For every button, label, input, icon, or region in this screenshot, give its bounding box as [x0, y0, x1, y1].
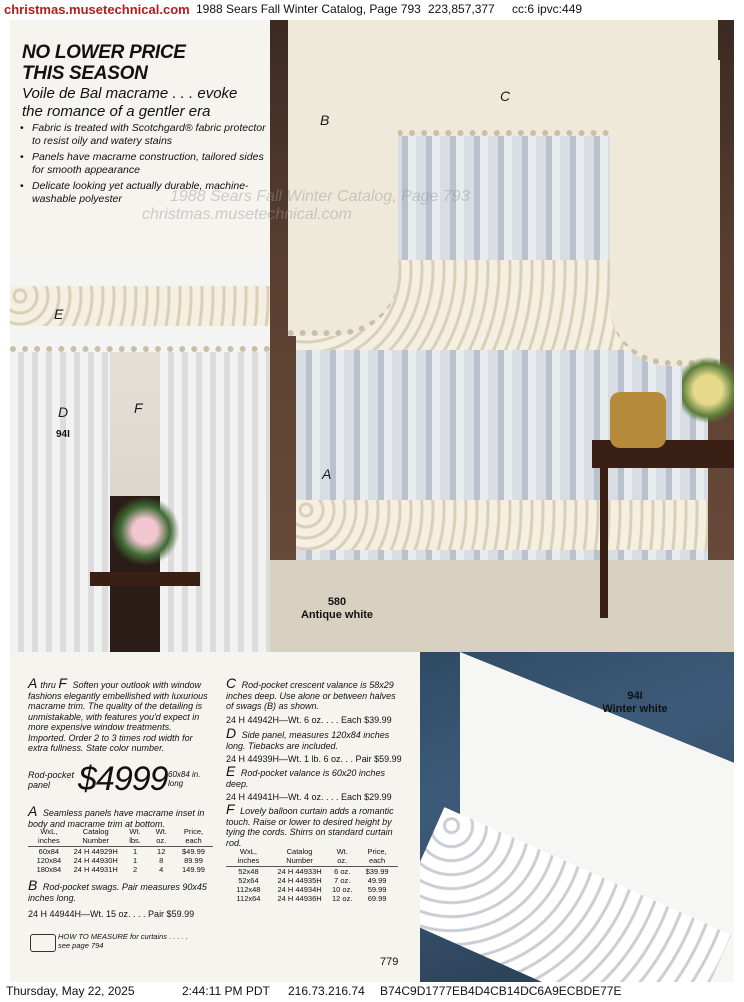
- item-d-order: 24 H 44939H—Wt. 1 lb. 6 oz. . . Pair $59.99: [226, 754, 402, 764]
- cell: 12: [157, 847, 166, 856]
- cell: 60x84: [38, 847, 60, 856]
- item-d-text: Side panel, measures 120x84 inches long. Tiebacks are included.: [226, 730, 390, 751]
- main-curtain-photo: [270, 20, 734, 652]
- caption-number: 580: [327, 596, 347, 608]
- label-b: B: [320, 112, 330, 128]
- item-b-copy: [28, 877, 218, 920]
- table-row: [28, 856, 213, 865]
- cell: 24 H 44936H: [277, 894, 322, 903]
- caption-color: Winter white: [602, 703, 668, 715]
- image-dimensions: 223,857,377: [428, 2, 495, 16]
- letter-c: C: [226, 675, 237, 691]
- cell: 59.99: [367, 885, 387, 894]
- letter-a: A: [28, 675, 38, 691]
- cell: $49.99: [182, 847, 205, 856]
- balloon-curtain-photo: [10, 256, 270, 652]
- catalog-title: 1988 Sears Fall Winter Catalog, Page 793: [196, 2, 421, 16]
- top-info-bar: [0, 0, 744, 20]
- valance-lace: [10, 286, 270, 326]
- antique-telephone: [610, 392, 666, 448]
- headline-line-2: THIS SEASON: [22, 63, 148, 84]
- how-to-measure-line-1: HOW TO MEASURE for curtains . . . . .: [58, 932, 188, 941]
- caption-color: Antique white: [300, 609, 374, 621]
- bottom-info-bar: [0, 982, 744, 1002]
- item-c-text: Rod-pocket crescent valance is 58x29 inches deep. Use alone or between halves of swags (B) as shown.: [226, 680, 396, 711]
- item-e-copy: [226, 763, 402, 803]
- col-header: Wt. lbs.: [122, 826, 149, 847]
- subheadline-line-1: Voile de Bal macrame . . . evoke: [22, 85, 238, 102]
- feature-bullet: • Fabric is treated with Scotchgard® fabric protector to resist oily and watery stains: [20, 122, 266, 147]
- item-e-text: Rod-pocket valance is 60x20 inches deep.: [226, 768, 385, 789]
- item-b-text: Rod-pocket swags. Pair measures 90x45 inches long.: [28, 882, 207, 903]
- feature-bullet: • Delicate looking yet actually durable, machine-washable polyester: [20, 180, 266, 205]
- cell: 2: [132, 865, 138, 874]
- tape-measure-icon: [30, 934, 56, 952]
- col-header: WxL, inches: [226, 846, 271, 867]
- table-row: [226, 876, 398, 885]
- col-header: Wt. oz.: [328, 846, 356, 867]
- cell: 10 oz.: [331, 885, 353, 894]
- letter-e: E: [226, 763, 236, 779]
- how-to-measure-note: [58, 932, 188, 950]
- how-to-measure-line-2: see page 794: [58, 941, 104, 950]
- cell: 180x84: [36, 865, 62, 874]
- cell: 4: [159, 865, 164, 874]
- rodpocket-size-2: long: [168, 779, 184, 788]
- cell: 12 oz.: [331, 894, 353, 903]
- letter-a: A: [28, 803, 38, 819]
- cell: $39.99: [365, 867, 389, 876]
- table-row: [226, 885, 398, 894]
- cell: 52x64: [238, 876, 259, 885]
- rodpocket-price-block: [28, 762, 218, 802]
- footer-date: Thursday, May 22, 2025: [6, 984, 135, 998]
- cell: 49.99: [367, 876, 387, 885]
- label-d: D: [58, 404, 69, 420]
- headline-block: [22, 42, 262, 120]
- item-f-text: Lovely balloon curtain adds a romantic touch. Raise or lower to desired height by tying the cords. Shirrs on standard curtain rod.: [226, 806, 394, 848]
- subheadline-line-2: the romance of a gentler era: [22, 103, 211, 120]
- letter-d: D: [226, 725, 237, 741]
- lace-detail-photo: [420, 652, 734, 982]
- table-row: [28, 865, 213, 874]
- cell: 1: [132, 856, 138, 865]
- label-e: E: [54, 306, 64, 322]
- table-leg: [600, 468, 608, 618]
- cell: 1: [132, 847, 138, 856]
- cell: 149.99: [182, 865, 205, 874]
- table-row: [28, 847, 213, 857]
- side-panel-d: [10, 316, 110, 652]
- feature-bullet: • Panels have macrame construction, tailored sides for smooth appearance: [20, 151, 266, 176]
- intro-copy: [28, 675, 208, 754]
- cell: 24 H 44929H: [73, 847, 118, 856]
- label-a: A: [322, 466, 332, 482]
- letter-f: F: [58, 675, 67, 691]
- macrame-trim: [296, 500, 708, 550]
- table-row: [226, 894, 398, 903]
- item-d-copy: [226, 725, 402, 765]
- letter-b: B: [28, 877, 38, 893]
- col-header: Wt. oz.: [148, 826, 174, 847]
- cell: 6 oz.: [334, 867, 351, 876]
- cell: 69.99: [367, 894, 387, 903]
- cell: 89.99: [184, 856, 203, 865]
- rodpocket-label: [28, 770, 74, 790]
- cell: 24 H 44934H: [277, 885, 322, 894]
- flower-basket: [682, 350, 734, 430]
- thru-word: thru: [40, 680, 56, 690]
- cell: 7 oz.: [334, 876, 351, 885]
- rodpocket-size: [168, 770, 200, 788]
- cell: 24 H 44930H: [73, 856, 118, 865]
- item-c-copy: [226, 675, 402, 725]
- col-header: Catalog Number: [271, 846, 328, 867]
- right-photo-caption: [590, 690, 680, 716]
- col-header: Catalog Number: [70, 826, 122, 847]
- label-c: C: [500, 88, 511, 104]
- cell: 24 H 44931H: [73, 865, 118, 874]
- cell: 8: [159, 856, 164, 865]
- balloon-curtain-f: [160, 316, 270, 652]
- cell: 52x48: [238, 867, 259, 876]
- col-header: WxL, inches: [28, 826, 70, 847]
- rodpocket-size-1: 60x84 in.: [168, 770, 201, 779]
- label-f: F: [134, 400, 143, 416]
- table-row: [226, 867, 398, 877]
- item-a-text: Seamless panels have macrame inset in body and macrame trim at bottom.: [28, 808, 205, 829]
- item-a-table: [28, 826, 213, 874]
- headline-line-1: NO LOWER PRICE: [22, 42, 186, 63]
- catalog-page-number: 779: [380, 956, 399, 968]
- cell: 24 H 44935H: [277, 876, 322, 885]
- left-table: [90, 572, 200, 586]
- col-header: Price, each: [356, 846, 398, 867]
- watermark-site: christmas.musetechnical.com: [142, 206, 352, 223]
- item-e-order: 24 H 44941H—Wt. 4 oz. . . . Each $29.99: [226, 792, 392, 802]
- item-f-copy: [226, 801, 402, 848]
- footer-time: 2:44:11 PM PDT: [182, 984, 270, 998]
- watermark-title: 1988 Sears Fall Winter Catalog, Page 793: [170, 188, 470, 205]
- cell: 120x84: [36, 856, 62, 865]
- footer-hash: B74C9D1777EB4D4CB14DC6A9ECBDE77E: [380, 984, 622, 998]
- cell: 112x48: [236, 885, 261, 894]
- intro-text: Soften your outlook with window fashions elegantly embellished with luxurious macrame trim. The quality of the detailing is unmistakable, with features you'd expect in more expensive window treatments. Imported. Order 2 to 3 times rod width for extra fullness. State color number.: [28, 680, 208, 753]
- item-f-table: [226, 846, 398, 903]
- caption-number: 94I: [627, 690, 643, 702]
- cell: 112x64: [236, 894, 261, 903]
- col-header: Price, each: [174, 826, 213, 847]
- rodpocket-label-2: panel: [28, 780, 51, 790]
- site-name[interactable]: christmas.musetechnical.com: [4, 2, 190, 17]
- item-c-order: 24 H 44942H—Wt. 6 oz. . . . Each $39.99: [226, 714, 392, 725]
- rodpocket-label-1: Rod-pocket: [28, 770, 75, 780]
- letter-f: F: [226, 801, 235, 817]
- swag-b-right: [610, 60, 720, 366]
- big-price: $4999: [78, 760, 168, 798]
- cell: 24 H 44933H: [277, 867, 322, 876]
- footer-ip: 216.73.216.74: [288, 984, 365, 998]
- main-photo-caption: [292, 596, 382, 622]
- counter-meta: cc:6 ipvc:449: [512, 2, 583, 16]
- item-b-order: 24 H 44944H—Wt. 15 oz. . . . Pair $59.99: [28, 909, 195, 919]
- flower-arrangement: [110, 496, 180, 566]
- left-color-code: 94I: [56, 429, 70, 440]
